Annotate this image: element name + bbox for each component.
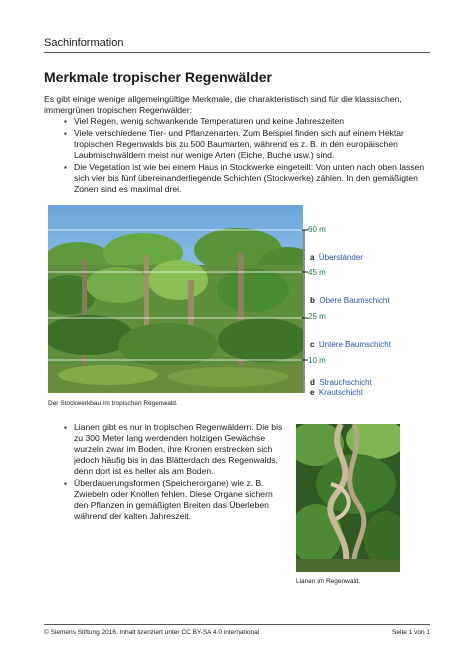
layer-letter: d	[310, 378, 315, 387]
height-label-60m: 60 m	[308, 225, 326, 234]
feature-list	[60, 116, 426, 196]
list-item: ▪ Viel Regen, wenig schwankende Temperaturen und keine Jahreszeiten	[60, 116, 426, 127]
liana-photo	[296, 424, 400, 572]
layer-b	[310, 290, 390, 308]
layer-label: Krautschicht	[318, 388, 363, 397]
footer-license: © Siemens Stiftung 2016. Inhalt lizenziert unter CC BY-SA 4.0 international	[44, 629, 260, 636]
layer-c	[310, 334, 391, 352]
intro-text: Es gibt einige wenige allgemeingültige Merkmale, die charakteristisch sind für die klassischen, immergrünen tropischen Regenwälder:	[44, 94, 402, 115]
layer-letter: c	[310, 340, 315, 349]
layer-label: Untere Baumschicht	[318, 340, 391, 349]
layer-a	[310, 247, 363, 265]
header-label: Sachinformation	[44, 37, 124, 49]
list-item: ▪ Viele verschiedene Tier- und Pflanzenarten. Zum Beispiel finden sich auf einem Hektar tropischen Regenwalds bis zu 500 Baumarten, während es z. B. in den europäischen Laubmischwäldern meist nur wenige Arten (Eiche, Buche usw.) sind.	[60, 128, 426, 161]
page-title: Merkmale tropischer Regenwälder	[44, 69, 272, 85]
figure-caption: Der Stockwerkbau im tropischen Regenwald.	[48, 400, 178, 407]
layer-letter: e	[310, 388, 315, 397]
list-item: ▪ Lianen gibt es nur in tropischen Regenwäldern. Die bis zu 300 Meter lang werdenden holzigen Gewächse wurzeln zwar im Boden, ihre Kronen erstrecken sich jedoch häufig bis in das Blätterdach des Regenwalds, denn dort ist es heller als am Boden.	[60, 422, 286, 477]
layer-label: Überständer	[318, 253, 363, 262]
height-label-25m: 25 m	[308, 312, 326, 321]
height-scale-bar	[302, 225, 310, 393]
layer-label: Obere Baumschicht	[319, 296, 390, 305]
layer-letter: a	[310, 253, 315, 262]
header-rule	[44, 52, 430, 53]
layer-e	[310, 382, 363, 400]
layer-letter: b	[310, 296, 315, 305]
height-label-45m: 45 m	[308, 268, 326, 277]
layer-label: Strauchschicht	[319, 378, 372, 387]
list-item: ▪ Die Vegetation ist wie bei einem Haus in Stockwerke eingeteilt: Von unten nach oben lassen sich vier bis fünf übereinanderliegende Schichten (Stockwerke) zählen. In den gemäßigten Zonen sind es maximal drei.	[60, 162, 426, 195]
rainforest-layers-illustration	[48, 205, 303, 393]
feature-list-2	[60, 422, 286, 523]
photo-caption: Lianen im Regenwald.	[296, 578, 361, 585]
footer-rule	[44, 624, 430, 625]
list-item: ▪ Überdauerungsformen (Speicherorgane) wie z. B. Zwiebeln oder Knollen fehlen. Diese Organe sichern den Pflanzen in gemäßigten Breiten das Überleben während der kalten Jahreszeit.	[60, 478, 286, 522]
height-label-10m: 10 m	[308, 356, 326, 365]
page-number: Seite 1 von 1	[392, 629, 430, 636]
